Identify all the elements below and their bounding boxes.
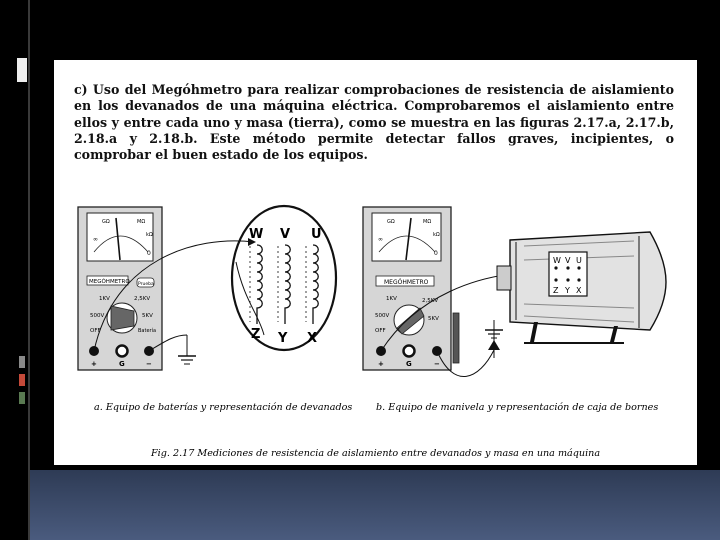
box-u: U (576, 256, 582, 265)
meter-a-bat: Batería (138, 328, 157, 334)
meter-b-r2: 2,5KV (422, 298, 439, 304)
meter-a-r4: 5KV (142, 313, 153, 319)
bottom-band (30, 470, 720, 540)
winding-y: Y (278, 331, 288, 346)
figure-caption: Fig. 2.17 Mediciones de resistencia de aislamiento entre devanados y masa en una máquina (151, 448, 601, 459)
box-w: W (553, 256, 561, 265)
caption-a: a. Equipo de baterías y representación de devanados (94, 402, 353, 413)
meter-a-r3: 500V (90, 313, 105, 319)
megohmmeter-figure (54, 60, 697, 465)
bullet-marker-green (19, 392, 25, 404)
rail-divider (28, 0, 30, 540)
meter-a-plus: + (91, 360, 97, 368)
scale-b-inf: ∞ (378, 236, 383, 243)
meter-a (78, 207, 162, 370)
caption-b: b. Equipo de manivela y representación de caja de bornes (376, 402, 659, 413)
meter-b-r4: 5KV (428, 316, 439, 322)
meter-b-r1: 1KV (386, 296, 397, 302)
scale-a-g: GΩ (102, 219, 110, 225)
scale-a-m: MΩ (137, 219, 146, 225)
box-v: V (565, 256, 571, 265)
winding-z: Z (251, 327, 261, 342)
meter-b-off: OFF (375, 328, 386, 334)
motor-b (497, 232, 666, 343)
scale-a-inf: ∞ (93, 236, 98, 243)
windings-a (232, 206, 336, 350)
meter-a-r2: 2,5KV (134, 296, 151, 302)
slide-image (54, 60, 697, 465)
winding-x: X (307, 331, 318, 346)
scale-b-k: kΩ (433, 232, 440, 238)
winding-v: V (280, 227, 291, 242)
title-bullet (17, 58, 27, 82)
winding-w: W (249, 227, 264, 242)
crank-handle (453, 313, 459, 363)
bullet-marker-gray (19, 356, 25, 368)
meter-a-r1: 1KV (99, 296, 110, 302)
meter-a-g: G (119, 360, 125, 368)
meter-b-g: G (406, 360, 412, 368)
meter-a-label: MEGÓHMETRO (89, 279, 130, 285)
box-z: Z (553, 286, 559, 295)
scale-b-m: MΩ (423, 219, 432, 225)
meter-b-minus: − (434, 360, 440, 368)
box-y: Y (565, 286, 570, 295)
scale-a-zero: 0 (147, 250, 151, 257)
meter-b-label: MEGÓHMETRO (384, 279, 429, 286)
meter-a-prueba: Prueba (138, 282, 154, 287)
meter-b (363, 207, 451, 370)
scale-a-k: kΩ (146, 232, 153, 238)
meter-b-r3: 500V (375, 313, 390, 319)
meter-a-minus: − (146, 360, 152, 368)
winding-u: U (311, 227, 322, 242)
scale-b-g: GΩ (387, 219, 395, 225)
bullet-marker-red (19, 374, 25, 386)
meter-b-plus: + (378, 360, 384, 368)
scale-b-zero: 0 (434, 250, 438, 257)
body-paragraph: c) Uso del Megóhmetro para realizar comprobaciones de resistencia de aislamiento en los devanados de una máquina eléctrica. Comprobaremos el aislamiento entre ellos y entre cada uno y masa (tierra), como se muestra en las figuras 2.17.a, 2.17.b, 2.18.a y 2.18.b. Este método permite detectar fallos graves, incipientes, o comprobar el buen estado de los equipos. (74, 82, 674, 163)
meter-a-off: OFF (90, 328, 101, 334)
box-x: X (576, 286, 582, 295)
